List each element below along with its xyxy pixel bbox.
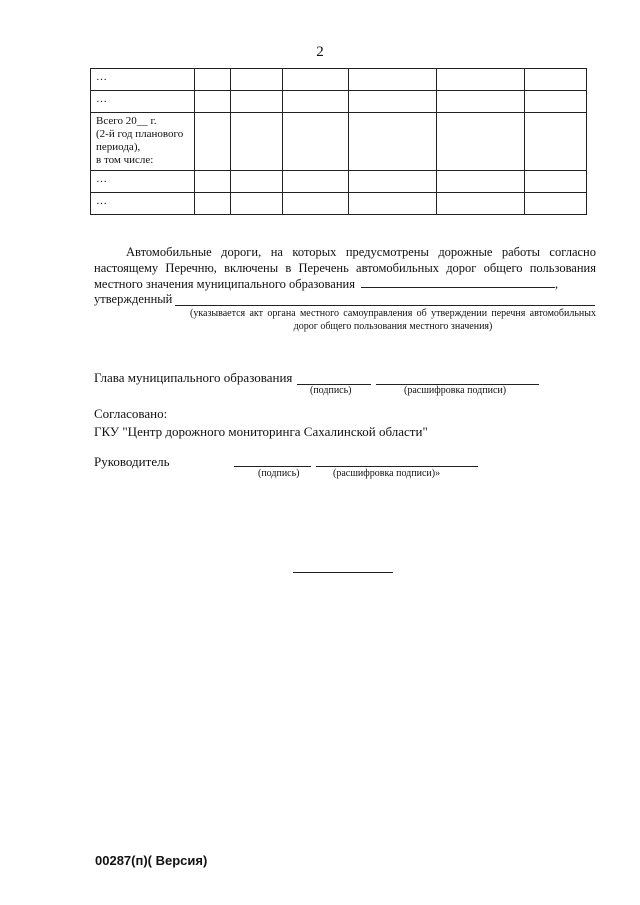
table-cell bbox=[525, 113, 587, 171]
table-cell bbox=[283, 91, 349, 113]
document-code: 00287(п)( Версия) bbox=[95, 853, 208, 868]
table-cell bbox=[195, 193, 231, 215]
paragraph-comma: , bbox=[554, 277, 559, 291]
table-cell bbox=[437, 193, 525, 215]
table-cell bbox=[437, 69, 525, 91]
table-cell bbox=[437, 171, 525, 193]
table-cell bbox=[283, 69, 349, 91]
row-label-cell: … bbox=[91, 69, 195, 91]
table-cell bbox=[231, 113, 283, 171]
fill-line bbox=[361, 276, 555, 288]
table-row bbox=[91, 171, 587, 193]
paragraph-text: Автомобильные дороги, на которых предусмотрены дорожные работы согласно настоящему Перечню, включены в Перечень автомобильных дорог общего пользования местного значения муниципального образования bbox=[94, 245, 596, 291]
row-label-cell: … bbox=[91, 193, 195, 215]
head-signature-hint: (подпись) bbox=[310, 385, 352, 396]
table-cell bbox=[437, 113, 525, 171]
roads-paragraph bbox=[94, 244, 596, 292]
table-cell bbox=[349, 91, 437, 113]
table-cell bbox=[195, 69, 231, 91]
table-cell bbox=[195, 171, 231, 193]
table-cell bbox=[349, 69, 437, 91]
table-cell bbox=[195, 113, 231, 171]
page-number: 2 bbox=[316, 44, 324, 60]
works-table bbox=[90, 68, 587, 215]
table-cell bbox=[525, 91, 587, 113]
approved-label: утвержденный bbox=[94, 292, 173, 306]
table-cell bbox=[525, 193, 587, 215]
table-cell bbox=[283, 113, 349, 171]
table-cell bbox=[349, 171, 437, 193]
table-row bbox=[91, 193, 587, 215]
table-row bbox=[91, 91, 587, 113]
manager-label: Руководитель bbox=[94, 454, 170, 469]
row-label-cell: Всего 20__ г. (2-й год планового периода), в том числе: bbox=[91, 113, 195, 171]
end-separator bbox=[293, 572, 393, 573]
table-cell bbox=[349, 193, 437, 215]
row-label-cell: … bbox=[91, 171, 195, 193]
table-cell bbox=[525, 171, 587, 193]
head-label: Глава муниципального образования bbox=[94, 370, 293, 385]
row-label-cell: … bbox=[91, 91, 195, 113]
table-row bbox=[91, 113, 587, 171]
table-cell bbox=[283, 193, 349, 215]
agreed-organization: ГКУ "Центр дорожного мониторинга Сахалинской области" bbox=[94, 424, 428, 439]
table-cell bbox=[437, 91, 525, 113]
manager-decode-hint: (расшифровка подписи)» bbox=[333, 468, 441, 479]
table-cell bbox=[231, 171, 283, 193]
table-cell bbox=[349, 113, 437, 171]
table-cell bbox=[231, 193, 283, 215]
approved-row bbox=[94, 292, 172, 307]
approved-hint: (указывается акт органа местного самоуправления об утверждении перечня автомобильных дорог общего пользования местного значения) bbox=[190, 308, 596, 332]
approved-fill-line bbox=[175, 305, 595, 306]
agreed-label: Согласовано: bbox=[94, 406, 168, 421]
table-cell bbox=[525, 69, 587, 91]
table-cell bbox=[195, 91, 231, 113]
table-cell bbox=[231, 69, 283, 91]
table-cell bbox=[231, 91, 283, 113]
table-row bbox=[91, 69, 587, 91]
head-decode-hint: (расшифровка подписи) bbox=[404, 385, 507, 396]
manager-signature-hint: (подпись) bbox=[258, 468, 300, 479]
table-cell bbox=[283, 171, 349, 193]
